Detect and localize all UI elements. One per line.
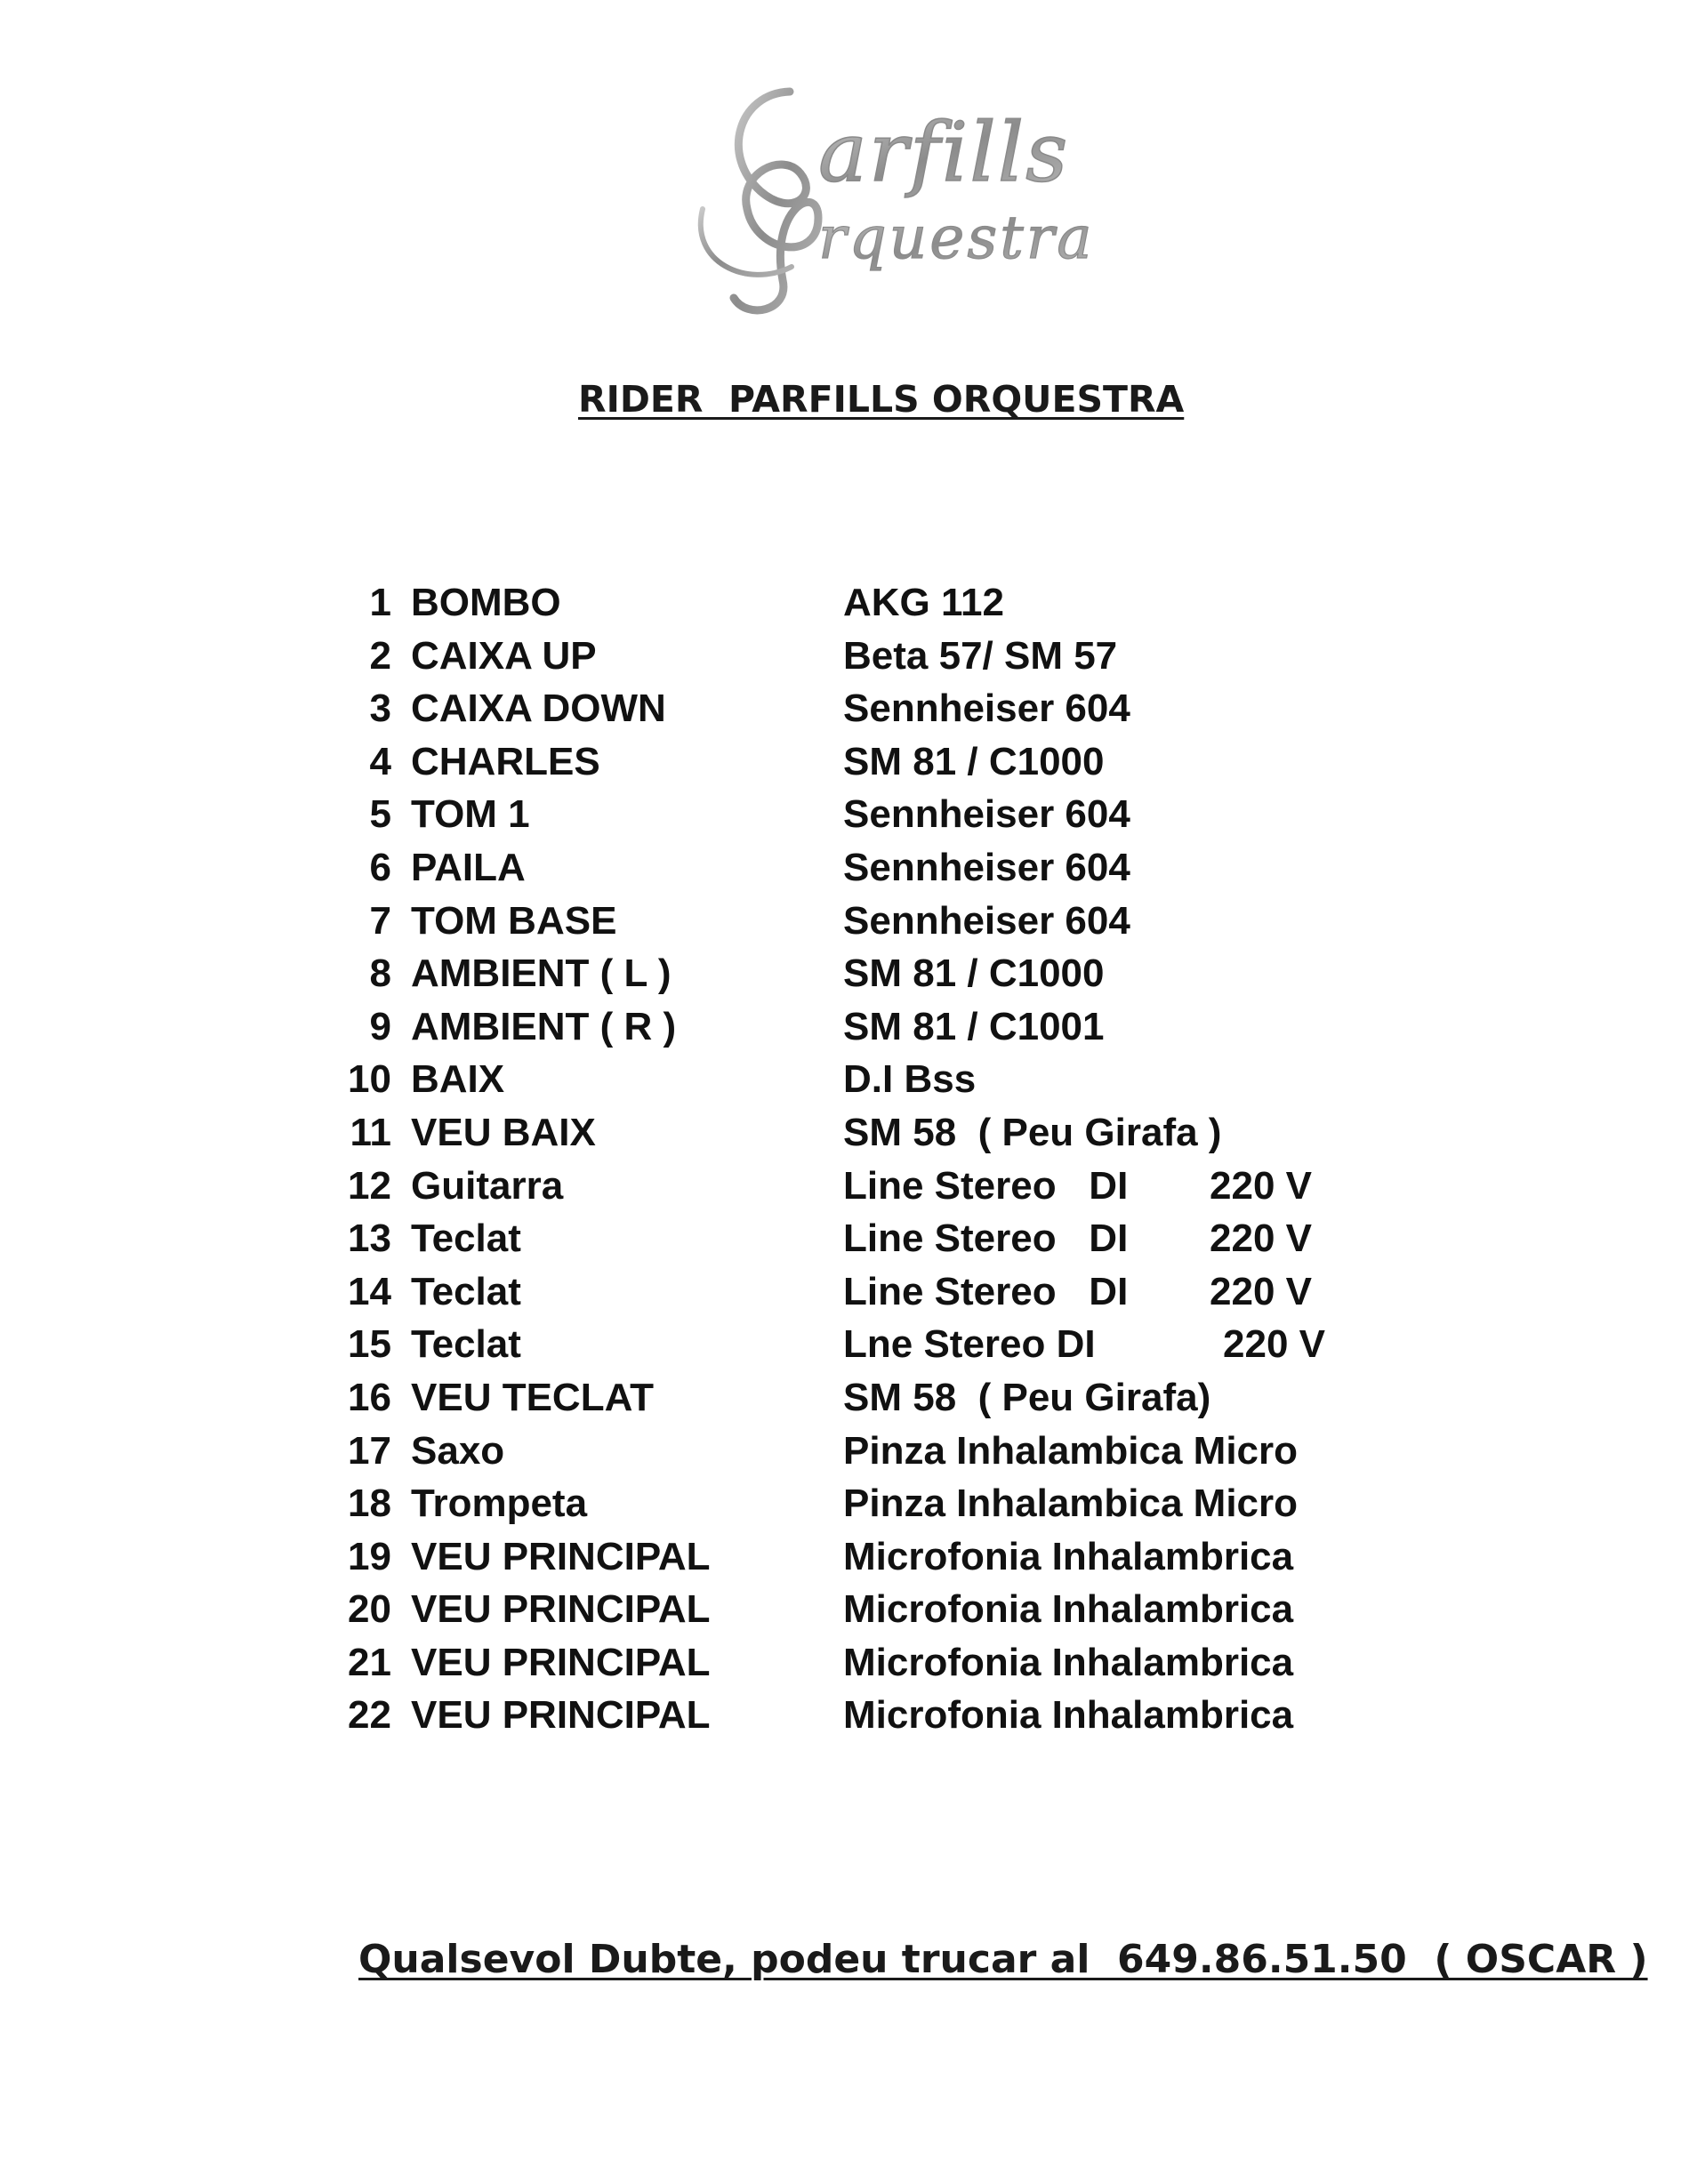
page-title: RIDER PARFILLS ORQUESTRA xyxy=(578,378,1185,421)
channel-number: 16 xyxy=(348,1375,391,1419)
channel-number: 6 xyxy=(369,845,391,889)
microphone-spec: Microfonia Inhalambrica xyxy=(843,1534,1294,1578)
microphone-spec: SM 81 / C1000 xyxy=(843,951,1105,996)
logo-artwork xyxy=(685,76,1094,333)
channel-name: VEU PRINCIPAL xyxy=(411,1693,711,1738)
channel-number: 17 xyxy=(348,1428,391,1473)
channel-number: 3 xyxy=(369,687,391,731)
channel-name: PAILA xyxy=(411,845,526,889)
microphone-spec: SM 81 / C1000 xyxy=(843,739,1105,783)
microphone-spec: Pinza Inhalambica Micro xyxy=(843,1428,1299,1473)
microphone-spec: Pinza Inhalambica Micro xyxy=(843,1481,1299,1526)
channel-row xyxy=(338,576,1370,630)
channel-row xyxy=(338,1689,1370,1742)
channel-name: BOMBO xyxy=(411,581,561,624)
channel-row xyxy=(338,1583,1370,1636)
svg-text:arfills: arfills xyxy=(818,105,1070,200)
microphone-spec: Beta 57/ SM 57 xyxy=(843,633,1118,678)
channel-row xyxy=(338,947,1370,1000)
channel-number: 12 xyxy=(348,1163,391,1208)
channel-row xyxy=(338,1425,1370,1478)
channel-name: VEU TECLAT xyxy=(411,1375,654,1419)
channel-name: VEU PRINCIPAL xyxy=(411,1587,711,1632)
contact-footer: Qualsevol Dubte, podeu trucar al 649.86.51.50 ( OSCAR ) xyxy=(358,1937,1648,1982)
microphone-spec: D.I Bss xyxy=(843,1057,977,1102)
svg-text:rquestra: rquestra xyxy=(818,204,1094,272)
channel-name: Teclat xyxy=(411,1322,521,1367)
channel-name: CHARLES xyxy=(411,739,600,783)
microphone-spec: SM 58 ( Peu Girafa ) xyxy=(843,1110,1222,1154)
channel-number: 13 xyxy=(348,1216,391,1261)
channel-number: 21 xyxy=(348,1640,391,1684)
channel-name: Trompeta xyxy=(411,1481,588,1526)
channel-number: 10 xyxy=(348,1057,391,1102)
channel-number: 18 xyxy=(348,1481,391,1526)
channel-number: 2 xyxy=(369,633,391,678)
channel-number: 19 xyxy=(348,1534,391,1578)
microphone-spec: SM 58 ( Peu Girafa) xyxy=(843,1375,1211,1419)
channel-name: Saxo xyxy=(411,1428,505,1473)
channel-name: Teclat xyxy=(411,1216,521,1261)
voltage-spec: 220 V xyxy=(1210,1269,1312,1313)
channel-row xyxy=(338,1477,1370,1530)
channel-row xyxy=(338,895,1370,948)
microphone-spec: Sennheiser 604 xyxy=(843,898,1130,943)
channel-row xyxy=(338,735,1370,789)
microphone-spec: Sennheiser 604 xyxy=(843,845,1130,889)
channel-name: Teclat xyxy=(411,1269,521,1313)
channel-row xyxy=(338,1106,1370,1160)
channel-row xyxy=(338,1160,1370,1213)
microphone-spec: Lne Stereo DI xyxy=(843,1322,1096,1367)
microphone-spec: Line Stereo DI xyxy=(843,1216,1129,1261)
channel-name: AMBIENT ( R ) xyxy=(411,1004,677,1048)
channel-number: 9 xyxy=(369,1004,391,1048)
channel-row xyxy=(338,788,1370,841)
channel-row xyxy=(338,1636,1370,1690)
channel-number: 5 xyxy=(369,792,391,837)
channel-row xyxy=(338,1371,1370,1425)
parfills-logo xyxy=(685,76,1094,333)
rider-channel-list xyxy=(338,576,1370,1742)
channel-row xyxy=(338,1053,1370,1106)
channel-row xyxy=(338,1530,1370,1584)
channel-number: 15 xyxy=(348,1322,391,1367)
channel-number: 4 xyxy=(369,739,391,783)
channel-row xyxy=(338,1265,1370,1319)
channel-row xyxy=(338,630,1370,683)
microphone-spec: AKG 112 xyxy=(843,581,1004,624)
channel-row xyxy=(338,682,1370,735)
channel-name: Guitarra xyxy=(411,1163,564,1208)
channel-number: 22 xyxy=(348,1693,391,1738)
channel-number: 11 xyxy=(350,1110,391,1154)
voltage-spec: 220 V xyxy=(1223,1322,1325,1367)
channel-name: AMBIENT ( L ) xyxy=(411,951,672,996)
microphone-spec: Microfonia Inhalambrica xyxy=(843,1640,1294,1684)
microphone-spec: Sennheiser 604 xyxy=(843,792,1130,837)
channel-name: VEU PRINCIPAL xyxy=(411,1534,711,1578)
microphone-spec: Line Stereo DI xyxy=(843,1163,1129,1208)
channel-row xyxy=(338,1318,1370,1371)
channel-name: TOM 1 xyxy=(411,792,530,837)
channel-name: BAIX xyxy=(411,1057,505,1102)
microphone-spec: Microfonia Inhalambrica xyxy=(843,1587,1294,1632)
microphone-spec: Line Stereo DI xyxy=(843,1269,1129,1313)
channel-number: 8 xyxy=(369,951,391,996)
channel-number: 7 xyxy=(369,898,391,943)
channel-number: 14 xyxy=(348,1269,391,1313)
voltage-spec: 220 V xyxy=(1210,1163,1312,1208)
channel-name: TOM BASE xyxy=(411,898,617,943)
channel-name: VEU PRINCIPAL xyxy=(411,1640,711,1684)
channel-row xyxy=(338,841,1370,895)
channel-number: 20 xyxy=(348,1587,391,1632)
channel-name: CAIXA DOWN xyxy=(411,687,666,731)
channel-row xyxy=(338,1212,1370,1265)
microphone-spec: Microfonia Inhalambrica xyxy=(843,1693,1294,1738)
channel-number: 1 xyxy=(369,581,391,624)
channel-name: VEU BAIX xyxy=(411,1110,596,1154)
channel-row xyxy=(338,1000,1370,1054)
channel-name: CAIXA UP xyxy=(411,633,597,678)
treble-clef-icon xyxy=(734,92,818,310)
voltage-spec: 220 V xyxy=(1210,1216,1312,1261)
microphone-spec: Sennheiser 604 xyxy=(843,687,1130,731)
microphone-spec: SM 81 / C1001 xyxy=(843,1004,1105,1048)
